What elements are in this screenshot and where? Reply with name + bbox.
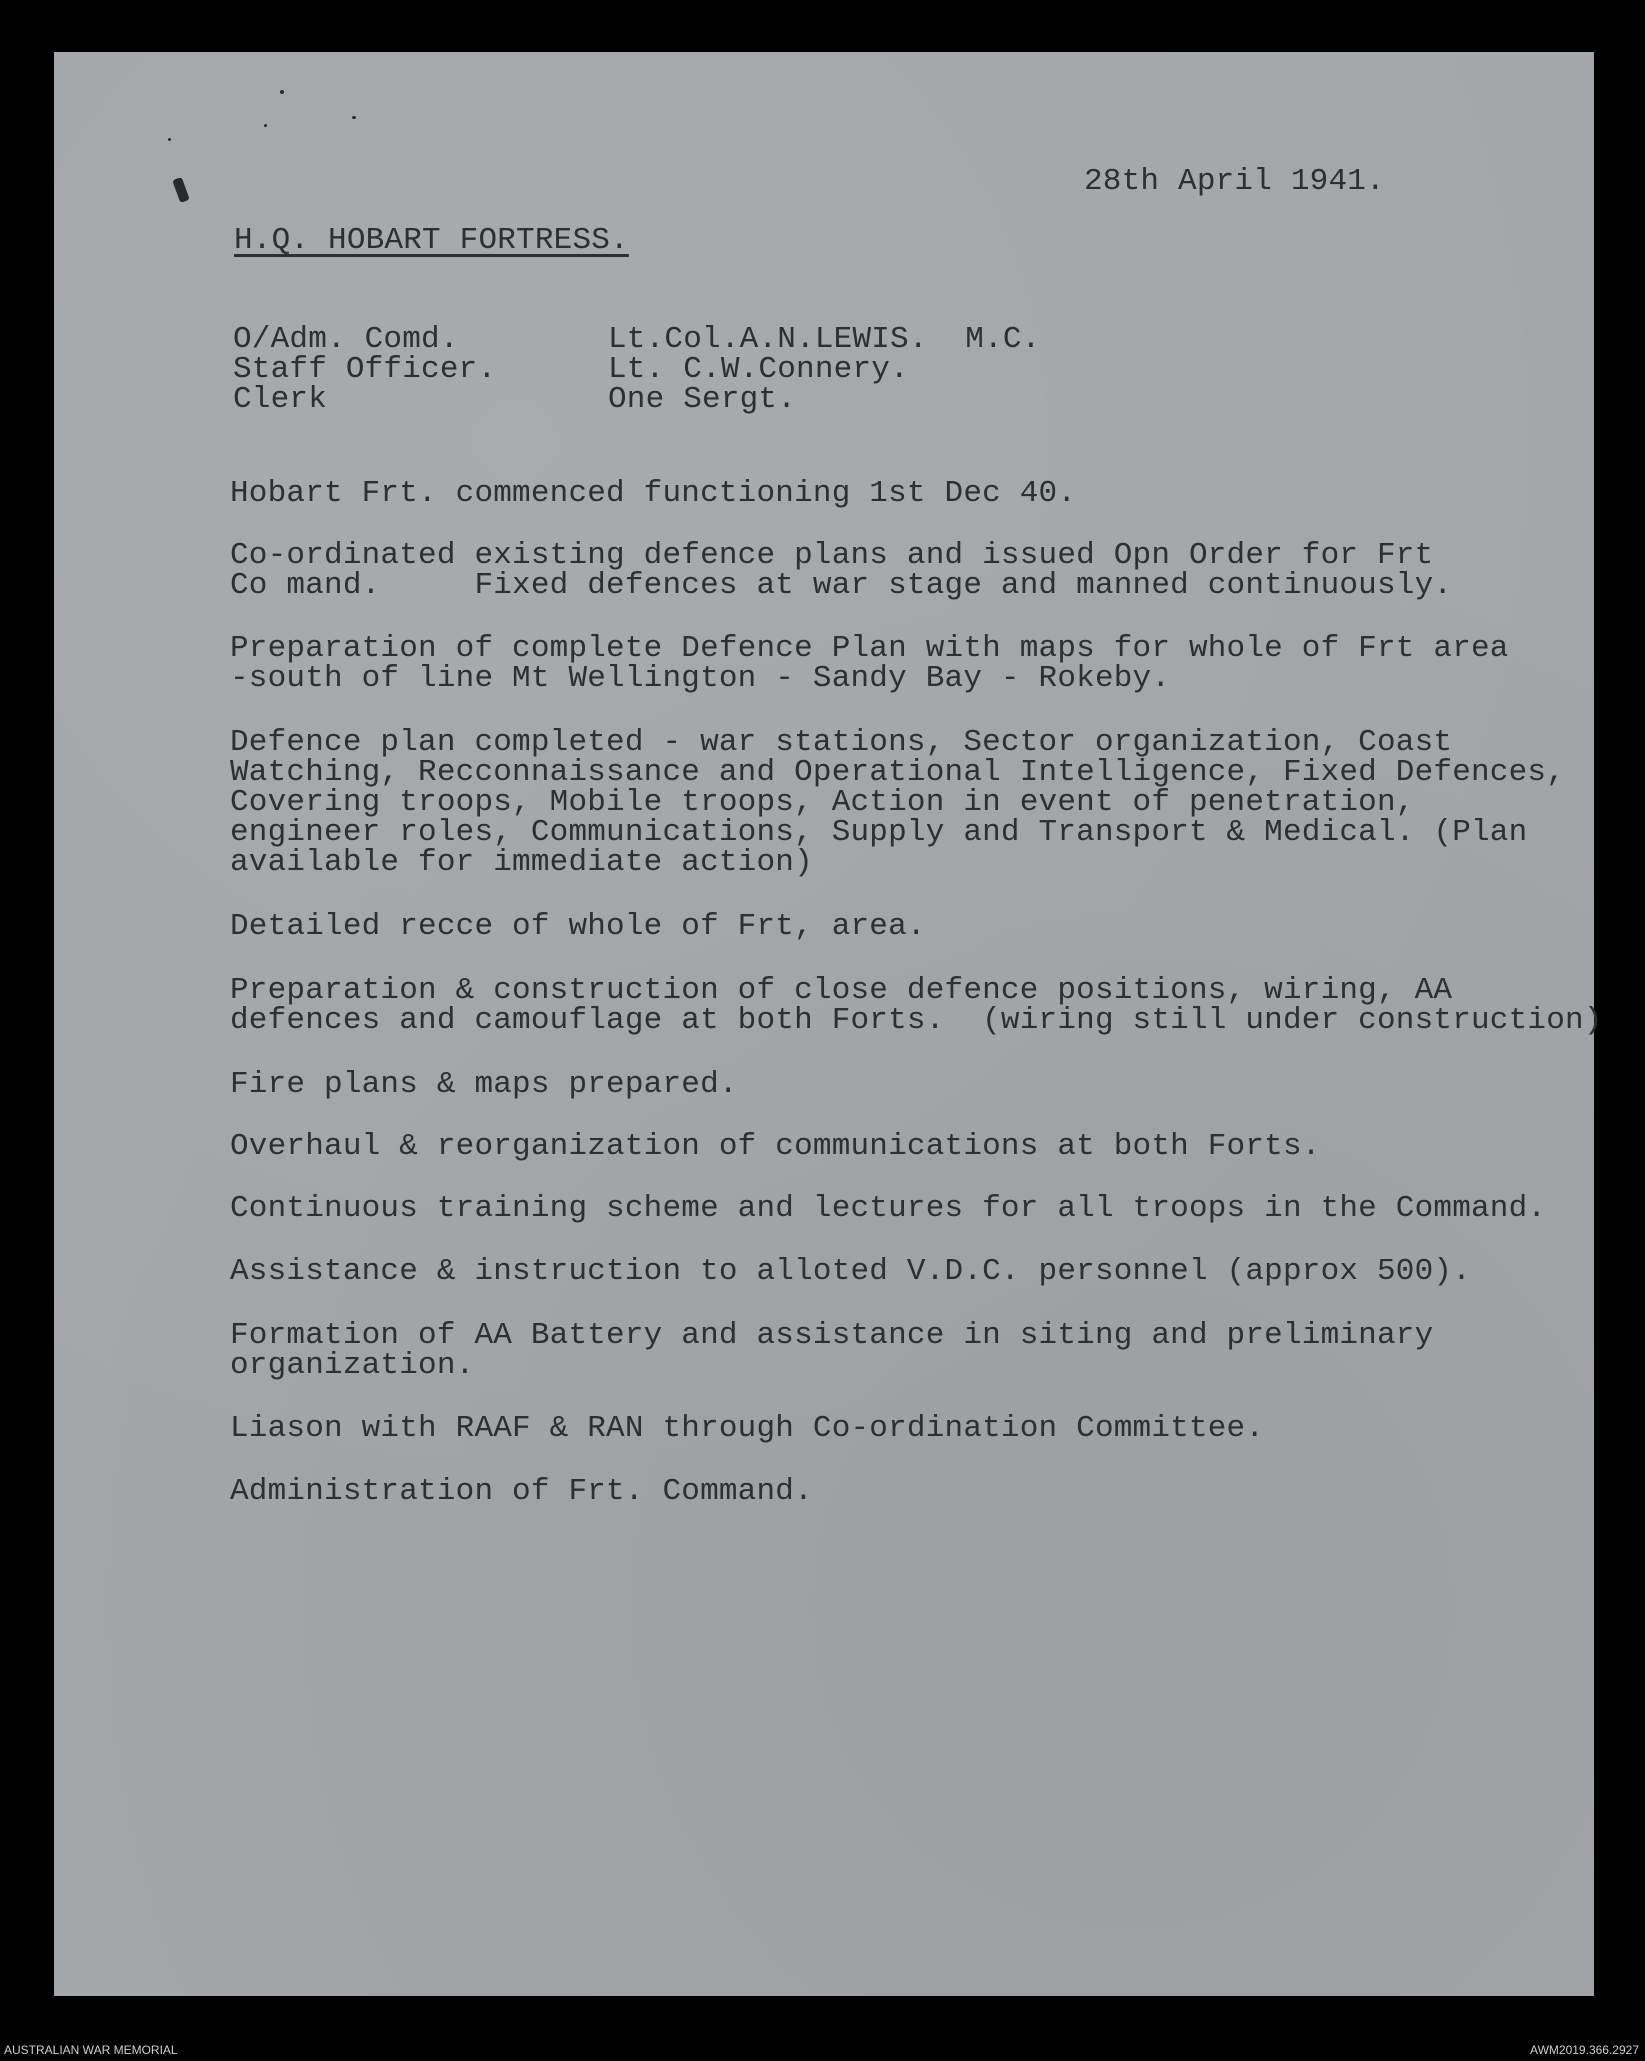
paragraph-line: Defence plan completed - war stations, Sector organization, Coast — [230, 725, 1453, 760]
paragraph-line: Liason with RAAF & RAN through Co-ordination Committee. — [230, 1411, 1265, 1446]
staff-name: Lt.Col.A.N.LEWIS. M.C. — [608, 322, 1041, 357]
paragraph-line: Co mand. Fixed defences at war stage and manned continuously. — [230, 568, 1453, 603]
document-heading: H.Q. HOBART FORTRESS. — [234, 223, 629, 258]
paragraph-line: Covering troops, Mobile troops, Action in event of penetration, — [230, 785, 1415, 820]
paragraph-line: defences and camouflage at both Forts. (wiring still under construction) — [230, 1003, 1603, 1038]
letter-date: 28th April 1941. — [1084, 164, 1385, 199]
ink-mark — [280, 90, 284, 94]
paragraph-line: Preparation & construction of close defence positions, wiring, AA — [230, 973, 1453, 1008]
archive-credit: AUSTRALIAN WAR MEMORIAL — [4, 2043, 178, 2057]
paragraph-line: -south of line Mt Wellington - Sandy Bay - Rokeby. — [230, 661, 1171, 696]
paragraph-line: Assistance & instruction to alloted V.D.C. personnel (approx 500). — [230, 1254, 1471, 1289]
paragraph-line: available for immediate action) — [230, 845, 813, 880]
paragraph-line: Detailed recce of whole of Frt, area. — [230, 909, 926, 944]
archive-reference: AWM2019.366.2927 — [1530, 2043, 1639, 2057]
paragraph-line: Overhaul & reorganization of communications at both Forts. — [230, 1129, 1321, 1164]
paragraph-line: Continuous training scheme and lectures for all troops in the Command. — [230, 1191, 1547, 1226]
paragraph-line: Hobart Frt. commenced functioning 1st Dec 40. — [230, 476, 1077, 511]
staff-name: One Sergt. — [608, 382, 797, 417]
paragraph-line: Fire plans & maps prepared. — [230, 1067, 738, 1102]
paragraph-line: Formation of AA Battery and assistance in siting and preliminary — [230, 1318, 1434, 1353]
staff-role: O/Adm. Comd. — [233, 322, 459, 357]
paragraph-line: Preparation of complete Defence Plan with maps for whole of Frt area — [230, 631, 1509, 666]
ink-mark — [264, 124, 267, 127]
paragraph-line: Administration of Frt. Command. — [230, 1474, 813, 1509]
paragraph-line: engineer roles, Communications, Supply and Transport & Medical. (Plan — [230, 815, 1528, 850]
staff-name: Lt. C.W.Connery. — [608, 352, 909, 387]
staff-role: Staff Officer. — [233, 352, 497, 387]
ink-mark — [168, 138, 171, 141]
paragraph-line: organization. — [230, 1348, 475, 1383]
paragraph-line: Co-ordinated existing defence plans and issued Opn Order for Frt — [230, 538, 1434, 573]
staff-role: Clerk — [233, 382, 328, 417]
ink-mark — [352, 116, 356, 119]
paragraph-line: Watching, Recconnaissance and Operational Intelligence, Fixed Defences, — [230, 755, 1566, 790]
